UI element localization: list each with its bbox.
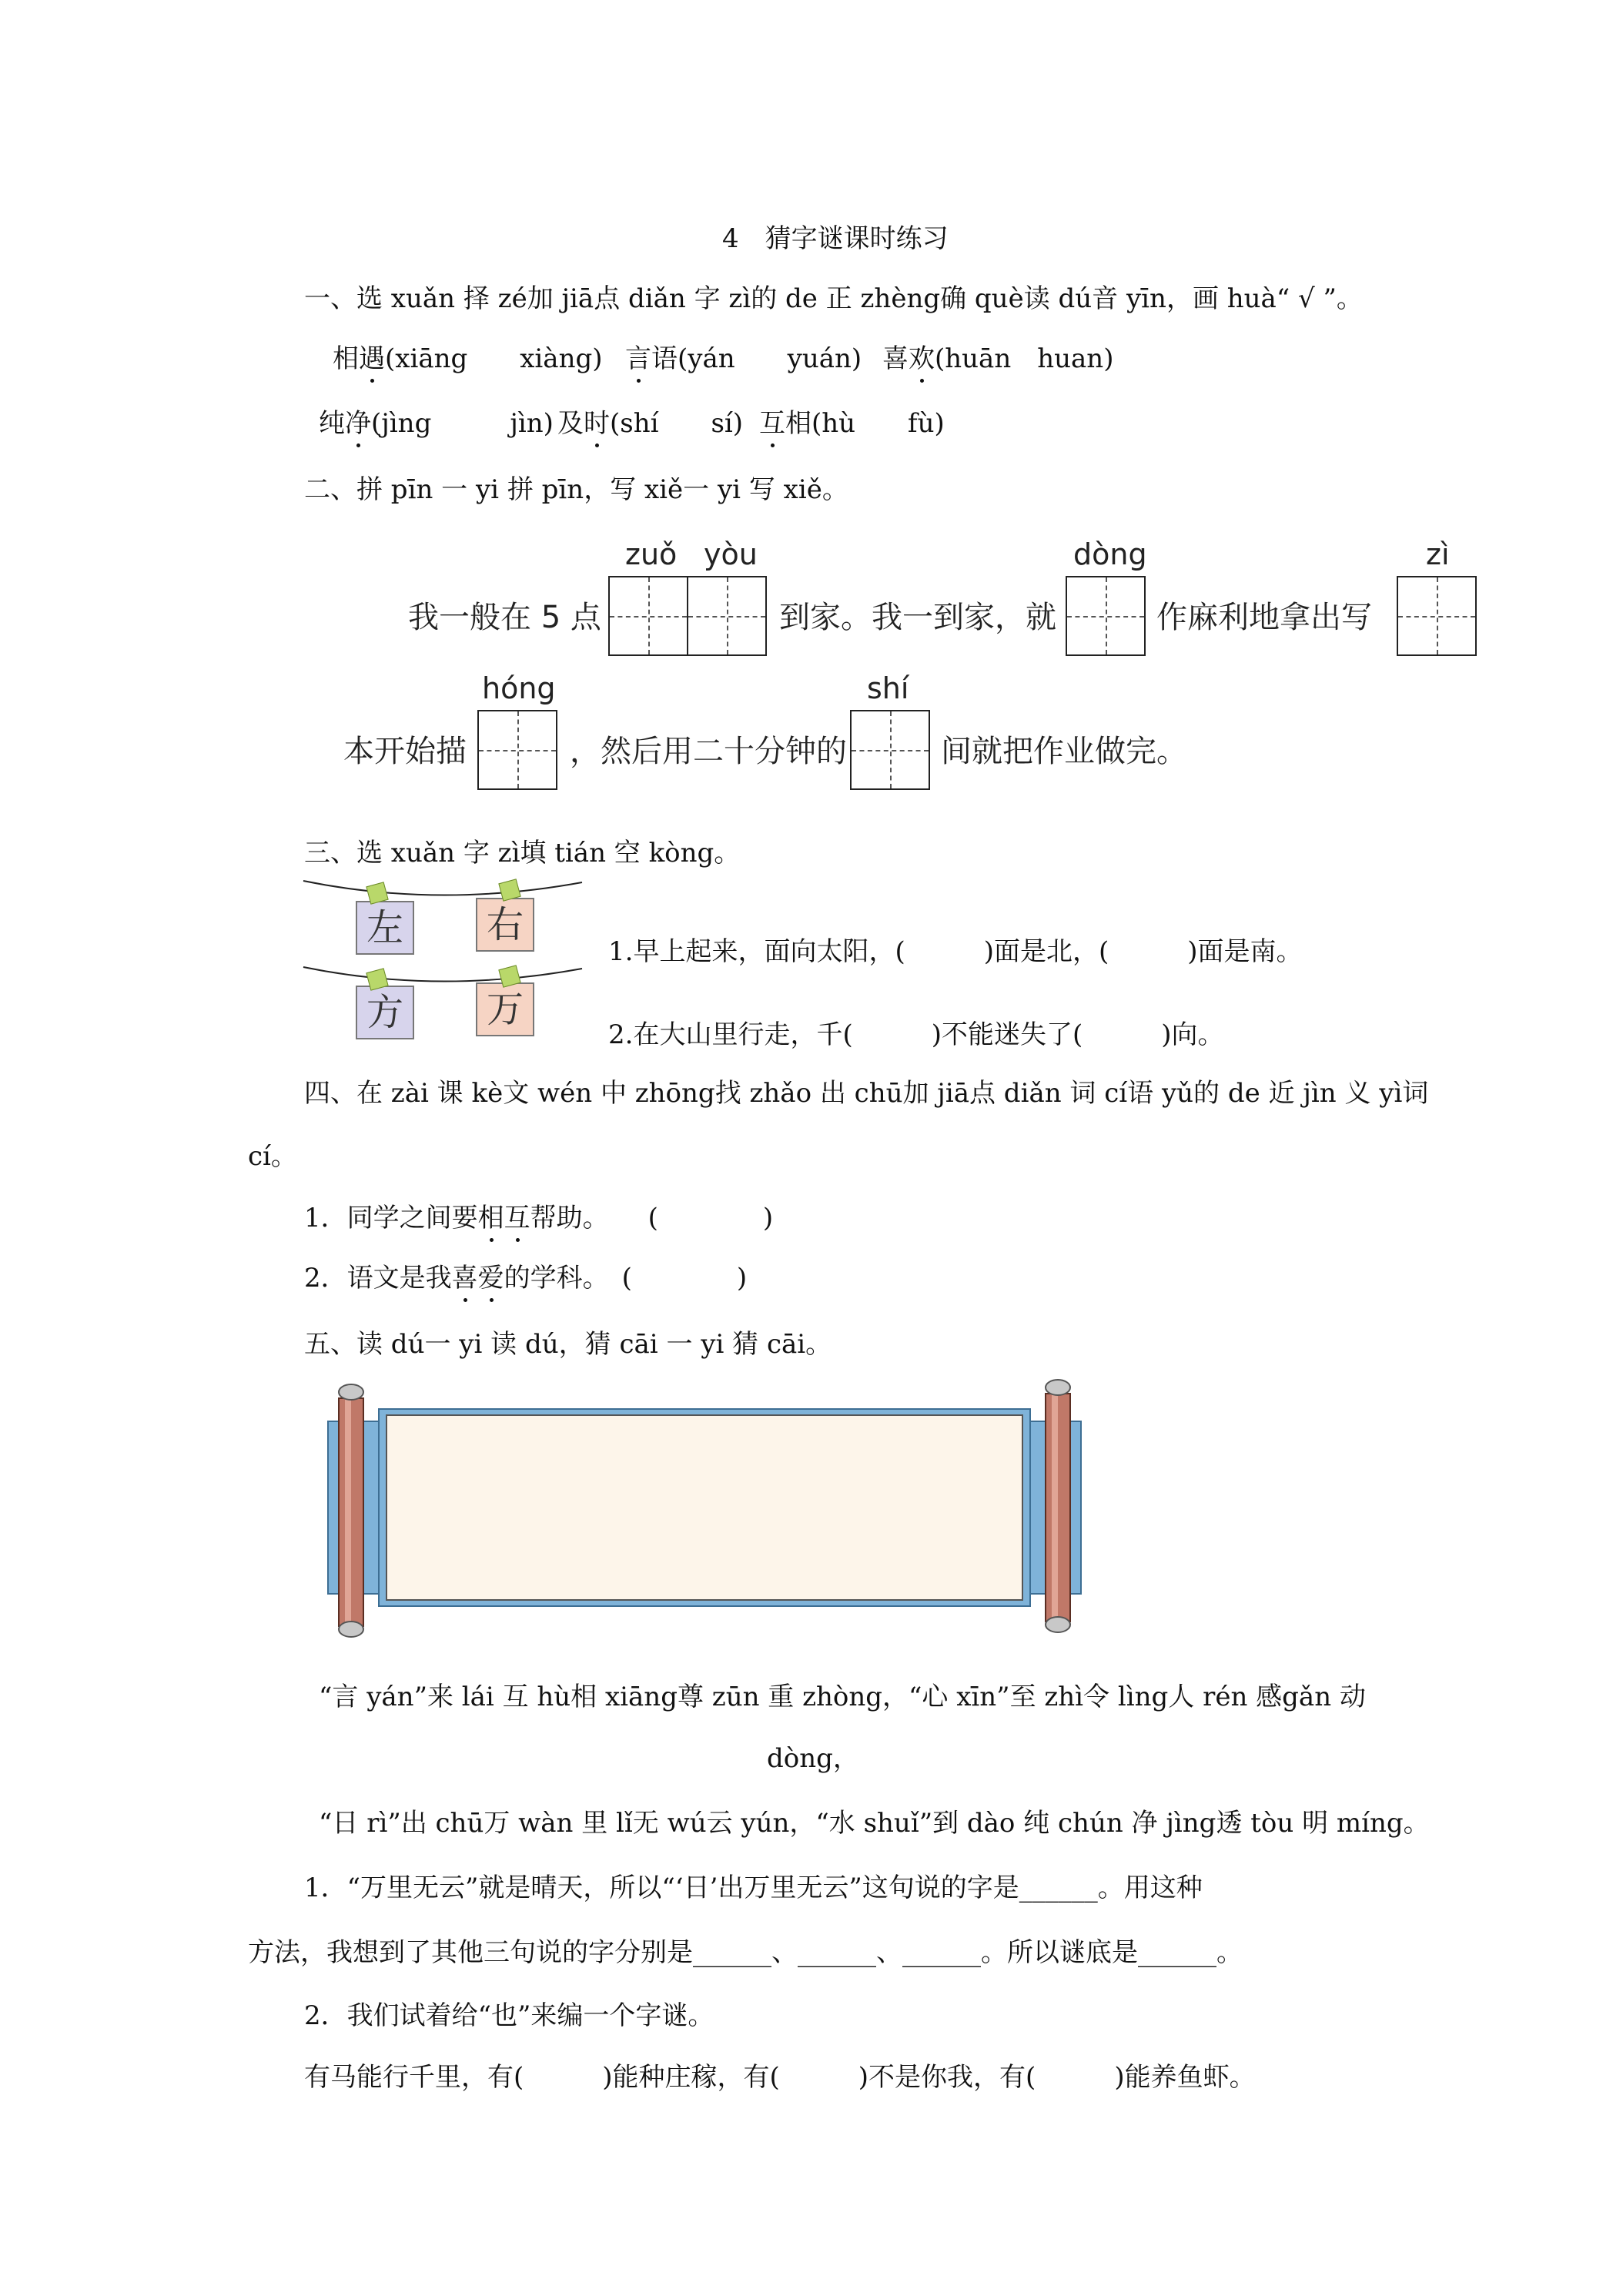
q5-heading: 五、读 dú一 yi 读 dú，猜 cāi 一 yi 猜 cāi。: [304, 1329, 832, 1360]
pinyin-you: yòu: [704, 537, 758, 571]
q1-row2-item1-pre: 纯: [319, 408, 345, 439]
q1-row2-item1-options: (jìng jìn): [371, 408, 554, 439]
q1-row1-item3-pre: 喜: [882, 343, 909, 374]
q3-item1: 1.早上起来，面向太阳，( )面是北，( )面是南。: [608, 936, 1303, 967]
page-title: 4 猜字谜课时练习: [722, 223, 949, 254]
pinyin-shi: shí: [867, 671, 909, 705]
q1-row1-item3-dotted: 欢: [909, 337, 935, 375]
pinyin-zuo: zuǒ: [625, 537, 678, 571]
q1-row1-item2: [625, 337, 862, 375]
q5-riddle-line1: “言 yán”来 lái 互 hù相 xiāng尊 zūn 重 zhòng，“心 xīn”至 zhì令 lìng人 rén 感gǎn 动: [319, 1682, 1366, 1712]
scroll-illustration: [323, 1378, 1093, 1640]
q1-row2-item1: [319, 402, 554, 440]
q2-line2-part2: ，然后用二十分钟的: [570, 734, 847, 769]
q4-item1: [304, 1197, 773, 1234]
write-box-zuo[interactable]: [608, 576, 688, 656]
q4-item1-pre: 1．同学之间要: [304, 1203, 478, 1233]
write-box-zi[interactable]: [1397, 576, 1477, 656]
q1-row2-item3-options: 相(hù fù): [785, 408, 945, 439]
q4-item2-dotted2: 爱: [478, 1257, 504, 1294]
write-box-hong[interactable]: [477, 710, 557, 790]
q5-riddle-line2: “日 rì”出 chū万 wàn 里 lǐ无 wú云 yún，“水 shuǐ”到 dào 纯 chún 净 jìng透 tòu 明 míng。: [319, 1808, 1430, 1839]
q1-row1-item3-options: (huān huan): [935, 343, 1114, 374]
q1-heading: 一、选 xuǎn 择 zé加 jiā点 diǎn 字 zì的 de 正 zhèng确 què读 dú音 yīn，画 huà“ √ ”。: [304, 283, 1363, 314]
q4-item2-dotted1: 喜: [452, 1257, 478, 1294]
q4-heading-line1: 四、在 zài 课 kè文 wén 中 zhōng找 zhǎo 出 chū加 jiā点 diǎn 词 cí语 yǔ的 de 近 jìn 义 yì词: [304, 1078, 1429, 1109]
q4-item1-dotted2: 互: [504, 1197, 530, 1234]
q3-heading: 三、选 xuǎn 字 zì填 tián 空 kòng。: [304, 838, 741, 869]
q1-row1-item2-options: 语(yán yuán): [651, 343, 862, 374]
q4-item2-answer: 的学科。 ( ): [504, 1263, 748, 1294]
q2-line2-part3: 间就把作业做完。: [941, 734, 1187, 769]
q1-row1-item1-pre: 相: [333, 343, 359, 374]
pinyin-zi: zì: [1426, 537, 1450, 571]
pinyin-dong: dòng: [1073, 537, 1147, 571]
q5-question1-line2: 方法，我想到了其他三句说的字分别是______、______、______。所以谜底是______。: [248, 1937, 1243, 1968]
q1-row1-item1: [333, 337, 603, 375]
card-fang: 方: [356, 986, 414, 1039]
q2-line1-part1: 我一般在 5 点: [408, 600, 601, 635]
q5-question2: 2．我们试着给“也”来编一个字谜。: [304, 2000, 714, 2031]
write-box-dong[interactable]: [1066, 576, 1146, 656]
card-wan: 万: [476, 982, 534, 1036]
q1-row2-item2-options: (shí sí): [610, 408, 744, 439]
q5-riddle-line1-wrap: dòng，: [767, 1743, 859, 1774]
q4-item2: [304, 1257, 747, 1294]
q1-row2-item2-dotted: 时: [584, 402, 610, 440]
write-box-shi[interactable]: [850, 710, 930, 790]
q1-row2-item1-dotted: 净: [345, 402, 371, 440]
q1-row1-item1-options: (xiāng xiàng): [385, 343, 603, 374]
card-zuo: 左: [356, 901, 414, 955]
q2-line2-part1: 本开始描: [343, 734, 467, 769]
card-you: 右: [476, 898, 534, 952]
q1-row1-item1-dotted: 遇: [359, 337, 385, 375]
q1-row1-item3: [882, 337, 1113, 375]
q4-item1-answer: 帮助。 ( ): [530, 1203, 774, 1233]
write-box-you[interactable]: [687, 576, 767, 656]
pinyin-hong: hóng: [482, 671, 556, 705]
q1-row2-item3-dotted: 互: [759, 402, 785, 440]
q3-item2: 2.在大山里行走，千( )不能迷失了( )向。: [608, 1019, 1224, 1050]
q2-line1-part2: 到家。我一到家，就: [779, 600, 1056, 635]
q1-row2-item3: [759, 402, 945, 440]
q4-item2-pre: 2．语文是我: [304, 1263, 452, 1294]
q2-line1-part3: 作麻利地拿出写: [1156, 600, 1372, 635]
q1-row2-item2: [557, 402, 743, 440]
q2-heading: 二、拼 pīn 一 yi 拼 pīn，写 xiě一 yi 写 xiě。: [304, 474, 848, 505]
hanging-strings-illustration: [300, 870, 585, 1039]
q1-row2-item2-pre: 及: [557, 408, 584, 439]
q5-question1-line1: 1．“万里无云”就是晴天，所以“‘日’出万里无云”这句说的字是______。用这种: [304, 1873, 1203, 1903]
q5-riddle-fill: 有马能行千里，有( )能种庄稼，有( )不是你我，有( )能养鱼虾。: [304, 2062, 1256, 2093]
q4-heading-line2: cí。: [248, 1141, 297, 1172]
q1-row1-item2-dotted: 言: [625, 337, 651, 375]
q4-item1-dotted1: 相: [478, 1197, 504, 1234]
